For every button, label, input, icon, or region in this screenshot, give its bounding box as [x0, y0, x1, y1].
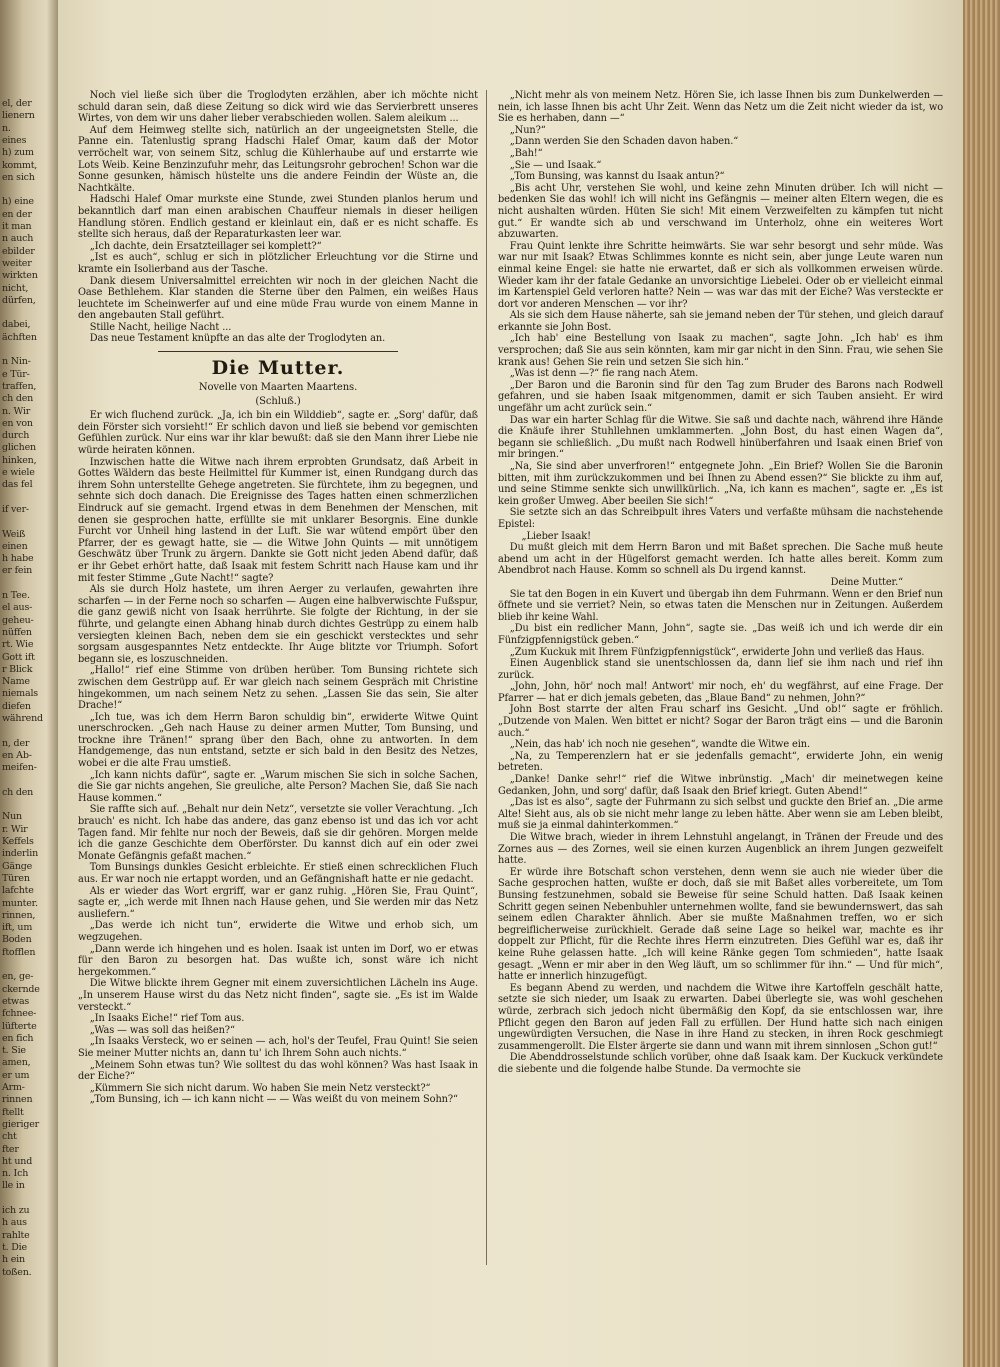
margin-fragment: Gott ift — [2, 651, 35, 663]
paragraph: „Das werde ich nicht tun“, erwiderte die Witwe und erhob sich, um wegzugehen. — [78, 920, 478, 943]
margin-fragment: toßen. — [2, 1266, 32, 1278]
paragraph: „Na, zu Temperenzlern hat er sie jedenfalls gemacht“, erwiderte John, ein wenig betreten. — [498, 750, 943, 774]
paragraph: Als sie sich dem Hause näherte, sah sie jemand neben der Tür stehen, und gleich darauf erkannte sie John Bost. — [498, 310, 943, 333]
margin-fragment: amen, — [2, 1057, 31, 1069]
margin-fragment: dürfen, — [2, 294, 36, 306]
margin-fragment: einen — [2, 540, 28, 552]
margin-fragment: n Nin- — [2, 356, 31, 368]
paragraph: Er würde ihre Botschaft schon verstehen, denn wenn sie auch nie wieder über die Sache gesprochen hatten, wußte er doch, daß sie mit Baßet alles vorbereitete, um Tom Bunsing festzunehmen, sobald sie Beweise für seine Schuld hatten. Daß Isaak keinen Schritt gegen seinen Nebenbuhler unternehmen wollte, fand sie bewundernswert, das sah seinem edlen Charakter ähnlich. Aber sie mußte Maßnahmen treffen, wo er sich begreiflicherweise zurückhielt. Gerade daß seine Lage so heikel war, machte es ihr doppelt zur Pflicht, für die Rechte ihres Herrn einzutreten. Dies Gefühl war es, daß ihr keine Ruhe gelassen hatte. „Ich will keine Ränke gegen Tom schmieden“, hatte Isaak gesagt. „Wenn er mir aber in den Weg läuft, um so schlimmer für ihn.“ — Und für mich“, hatte er innerlich hinzugefügt. — [498, 866, 943, 983]
paragraph: „Dann werde ich hingehen und es holen. Isaak ist unten im Dorf, wo er etwas für den Baron zu besorgen hat. Das wußte ich, sonst wäre ich nicht hergekommen.“ — [78, 943, 478, 978]
paragraph: Dank diesem Universalmittel erreichten wir noch in der gleichen Nacht die Oase Bethlehem. Klar standen die Sterne über den Palmen, ein weißes Haus leuchtete im Scheinwerfer auf und eine müde Frau wurde von einem Manne in den angebauten Stall geführt. — [78, 275, 478, 322]
paragraph: Tom Bunsings dunkles Gesicht erbleichte. Er stieß einen schrecklichen Fluch aus. Er war noch nie ertappt worden, und an Gefängnishaft hatte er nie gedacht. — [78, 862, 478, 885]
margin-fragment: h) zum — [2, 147, 34, 159]
margin-fragment: en von — [2, 417, 33, 429]
paragraph: „Ist es auch“, schlug er sich in plötzlicher Erleuchtung vor die Stirne und kramte ein Isolierband aus der Tasche. — [78, 252, 478, 275]
margin-fragment: niemals — [2, 688, 38, 700]
margin-fragment: rinnen, — [2, 909, 36, 921]
book-page-edges — [963, 0, 1000, 1367]
paragraph: „Zum Kuckuk mit Ihrem Fünfzigpfennigstück“, erwiderte John und verließ das Haus. — [509, 646, 925, 658]
margin-fragment: lüfterte — [2, 1020, 37, 1032]
margin-fragment: das fel — [2, 479, 33, 491]
margin-fragment: if ver- — [2, 503, 29, 515]
article-byline: Novelle von Maarten Maartens. — [198, 382, 358, 394]
letter-salutation: „Lieber Isaak! — [521, 530, 591, 542]
margin-fragment: nüffen — [2, 626, 32, 638]
section-rule — [158, 351, 398, 352]
paragraph: „Ich kann nichts dafür“, sagte er. „Warum mischen Sie sich in solche Sachen, die Sie gar nichts angehen, Sie greuliche, alte Person? Machen Sie, daß Sie nach Hause kommen.“ — [78, 769, 478, 804]
paragraph: „Kümmern Sie sich nicht darum. Wo haben Sie mein Netz versteckt?“ — [89, 1082, 431, 1094]
paragraph: „Nicht mehr als von meinem Netz. Hören Sie, ich lasse Ihnen bis zum Dunkelwerden — nein, ich lasse Ihnen bis acht Uhr Zeit. Wenn das Netz um die Zeit nicht wieder da ist, wo Sie es herhaben, dann —“ — [498, 90, 943, 125]
paragraph: „Danke! Danke sehr!“ rief die Witwe inbrünstig. „Mach' dir meinetwegen keine Gedanken, John, und sorg' dafür, daß Isaak den Brief kriegt. Guten Abend!“ — [498, 774, 943, 797]
paragraph: Die Abenddrosselstunde schlich vorüber, ohne daß Isaak kam. Der Kuckuck verkündete die siebente und die folgende halbe Stunde. Da vermochte sie — [498, 1052, 943, 1075]
paragraph: „Was ist denn —?“ fie rang nach Atem. — [509, 368, 699, 380]
margin-fragment: etwas — [2, 995, 30, 1007]
newspaper-page — [58, 0, 963, 1367]
margin-fragment: weiter — [2, 257, 32, 269]
margin-fragment: Nun — [2, 811, 22, 823]
paragraph: „Tom Bunsing, ich — ich kann nicht — — Was weißt du von meinem Sohn?“ — [89, 1094, 458, 1106]
paragraph: „Ich hab' eine Bestellung von Isaak zu machen“, sagte John. „Ich hab' es ihm versprochen; daß Sie aus sein könnten, kam mir gar nicht in den Sinn. Frau, wie sehen Sie krank aus! Gehen Sie rein und setzen Sie sich hin.“ — [498, 333, 943, 368]
paragraph: John Bost starrte der alten Frau scharf ins Gesicht. „Und ob!“ sagte er fröhlich. „Dutzende von Malen. Wen bittet er nicht? Sogar der Baron trägt eins — und die Baronin auch.“ — [498, 704, 943, 739]
paragraph: Sie tat den Bogen in ein Kuvert und übergab ihn dem Fuhrmann. Wenn er den Brief nun öffnete und sie verriet? Nein, so etwas taten die Menschen nur in Zeitungen. Außerdem blieb ihr keine Wahl. — [498, 588, 943, 623]
margin-fragment: rinnen — [2, 1094, 33, 1106]
margin-fragment: lafchte — [2, 885, 34, 897]
margin-fragment: ch den — [2, 786, 34, 798]
paragraph: Er wich fluchend zurück. „Ja, ich bin ein Wilddieb“, sagte er. „Sorg' dafür, daß dein Förster sich vorsieht!“ Er schlich davon und ließ sie bebend vor gemischten Gefühlen zurück. Nur eins war ihr klar bewußt: daß sie den Mann ihrer Liebe nie würde heiraten können. — [78, 410, 478, 457]
margin-fragment: ftofflen — [2, 946, 36, 958]
margin-fragment: ebilder — [2, 245, 35, 257]
margin-fragment: lienern — [2, 110, 35, 122]
paragraph: „Ich tue, was ich dem Herrn Baron schuldig bin“, erwiderte Witwe Quint unerschrocken. „Geh nach Hause zu deiner armen Mutter, Tom Bunsing, und trockne ihre Tränen!“ sprang über den Bach, ohne zu antworten. In dem Handgemenge, das nun entstand, setzte er sich bald in den Besitz des Netzes, wobei er die alte Frau umstieß. — [78, 711, 478, 770]
margin-fragment: wirkten — [2, 270, 38, 282]
margin-fragment: en der — [2, 208, 32, 220]
margin-fragment: en, ge- — [2, 971, 34, 983]
paragraph: Einen Augenblick stand sie unentschlossen da, dann lief sie ihm nach und rief ihn zurück. — [498, 658, 943, 681]
margin-fragment: munter. — [2, 897, 38, 909]
margin-fragment: fter — [2, 1143, 19, 1155]
margin-fragment: e Tür- — [2, 368, 30, 380]
paragraph: Das war ein harter Schlag für die Witwe. Sie saß und dachte nach, während ihre Hände die Knäufe ihrer Stuhllehnen umklammerten. „John Bost, du hast einen Wagen da“, begann sie schließlich. „Du mußt nach Rodwell hinüberfahren und Isaak einen Brief von mir bringen.“ — [498, 414, 943, 461]
margin-fragment: el, der — [2, 98, 32, 109]
margin-fragment: lle in — [2, 1180, 25, 1192]
margin-fragment: r Blick — [2, 663, 33, 675]
margin-fragment: ächften — [2, 331, 37, 343]
margin-fragment: ftellt — [2, 1106, 24, 1118]
margin-fragment: h aus — [2, 1217, 27, 1229]
margin-fragment: gieriger — [2, 1118, 39, 1130]
paragraph: „In Isaaks Eiche!“ rief Tom aus. — [89, 1013, 245, 1025]
paragraph: „Dann werden Sie den Schaden davon haben.“ — [509, 136, 739, 148]
margin-fragment: rahlte — [2, 1229, 30, 1241]
paragraph: „Hallo!“ rief eine Stimme von drüben herüber. Tom Bunsing richtete sich zwischen dem Gestrüpp auf. Er war gleich nach seinem Gespräch mit Christine hingekommen, um nach seinem Netz zu sehen. „Lassen Sie das sein, Sie alter Drache!“ — [78, 665, 478, 712]
margin-fragment: diefen — [2, 700, 31, 712]
margin-fragment: fchnee- — [2, 1008, 37, 1020]
margin-fragment: Weiß — [2, 528, 26, 540]
margin-fragment: kommt, — [2, 159, 38, 171]
paragraph: Sie raffte sich auf. „Behalt nur dein Netz“, versetzte sie voller Verachtung. „Ich brauch' es nicht. Ich habe das andere, das ganz ebenso ist und das ich vor acht Tagen fand. Mir fehlte nur noch der Beweis, daß sie dir gehören. Morgen melde ich die ganze Geschichte dem Oberförster. Du kannst dich auf ein oder zwei Monate Gefängnis gefaßt machen.“ — [78, 804, 478, 862]
margin-fragment: inderlin — [2, 848, 38, 860]
margin-fragment: ckernde — [2, 983, 40, 995]
left-column — [78, 90, 478, 1106]
margin-fragment: n, der — [2, 737, 30, 749]
paragraph: „Nein, das hab' ich noch nie gesehen“, wandte die Witwe ein. — [509, 739, 811, 751]
margin-fragment: t. Die — [2, 1241, 27, 1253]
margin-fragment: cht — [2, 1131, 17, 1143]
paragraph: Noch viel ließe sich über die Troglodyten erzählen, aber ich möchte nicht schuld daran sein, daß diese Zeitung so dick wird wie das Servierbrett unseres Wirtes, von dem wir uns daher lieber verabschieden wollen. Salem aleikum ... — [78, 90, 478, 125]
right-column — [498, 90, 943, 1075]
continuation-note: (Schluß.) — [255, 395, 301, 407]
margin-fragment: Türen — [2, 872, 30, 884]
paragraph: Als er wieder das Wort ergriff, war er ganz ruhig. „Hören Sie, Frau Quint“, sagte er, „ich werde mit Ihnen nach Hause gehen, und Sie werden mir das Netz ausliefern.“ — [78, 885, 478, 920]
margin-fragment: Boden — [2, 934, 32, 946]
paragraph: „Meinem Sohn etwas tun? Wie solltest du das wohl können? Was hast Isaak in der Eiche?“ — [78, 1059, 478, 1083]
margin-fragment: durch — [2, 430, 30, 442]
paragraph: „Was — was soll das heißen?“ — [89, 1024, 235, 1036]
margin-fragment: Arm- — [2, 1082, 25, 1093]
paragraph: „Bah!“ — [509, 147, 543, 159]
paragraph: „In Isaaks Versteck, wo er seinen — ach, hol's der Teufel, Frau Quint! Sie seien Sie meiner Mutter nichts an, dann tu' ich Ihrem Sohn auch nichts.“ — [78, 1036, 478, 1059]
margin-fragment: rt. Wie — [2, 639, 34, 651]
margin-fragment: h) eine — [2, 196, 34, 208]
paragraph: „John, John, hör' noch mal! Antwort' mir noch, eh' du wegfährst, auf eine Frage. Der Pfarrer — hat er dich jemals gebeten, das „Blaue Band“ zu nehmen, John?“ — [498, 681, 943, 704]
paragraph: Die Witwe brach, wieder in ihrem Lehnstuhl angelangt, in Tränen der Freude und des Zornes aus — des Zornes, weil sie einen kurzen Augenblick an ihrem Jungen gezweifelt hatte. — [498, 832, 943, 867]
paragraph: Es begann Abend zu werden, und nachdem die Witwe ihre Kartoffeln geschält hatte, setzte sie sich nieder, um Isaak zu erwarten. Dabei überlegte sie, was wohl geschehen würde, zerbrach sich jedoch nicht übermäßig den Kopf, da sie entschlossen war, ihre Pflicht gegen den Baron auf jeden Fall zu erfüllen. Der Hund hatte sich nach einigen ungewürdigten Versuchen, die Nase in ihre Hand zu stecken, in ihren Rock geschmiegt zusammengerollt. Die Elster ärgerte sie dann und wann mit ihrem sinnlosen „Schon gut!“ — [498, 982, 943, 1052]
margin-fragment: n. Wir — [2, 405, 31, 417]
margin-fragment: Name — [2, 676, 30, 688]
paragraph: Sie setzte sich an das Schreibpult ihres Vaters und verfaßte mühsam die nachstehende Epistel: — [498, 507, 943, 530]
paragraph: Hadschi Halef Omar murkste eine Stunde, zwei Stunden planlos herum und bekanntlich darf man einen arabischen Chauffeur niemals in dieser heiligen Handlung stören. Endlich gestand er kleinlaut ein, daß er es nicht schaffe. Es stellte sich heraus, daß der Reparaturkasten leer war. — [78, 194, 478, 241]
paragraph: Die Witwe blickte ihrem Gegner mit einem zuversichtlichen Lächeln ins Auge. „In unserem Hause wirst du das Netz nicht finden“, sagte sie. „Es ist im Walde versteckt.“ — [78, 978, 478, 1013]
margin-fragment: n auch — [2, 233, 34, 245]
paragraph: Inzwischen hatte die Witwe nach ihrem erprobten Grundsatz, daß Arbeit in Gottes Wäldern das beste Heilmittel für Kummer ist, einen Rundgang durch das ihrem Sohn unterstellte Gehege angetreten. Sie fürchtete, ihm zu begegnen, und sehnte sich doch danach. Die Ereignisse des Tages hatten einen schmerzlichen Eindruck auf sie gemacht. Irgend etwas in dem Benehmen der Menschen, mit denen sie gesprochen hatte, erfüllte sie mit unklarer Besorgnis. Eine dunkle Furcht vor Unheil hing lastend in der Luft. Sie war wütend empört über den Pfarrer, der es gewagt hatte, sie — die Witwe John Quints — mit unnötigem Geschwätz über Trunk zu ärgern. Dankte sie Gott nicht jeden Abend dafür, daß er ihr Gebet erhört hatte, daß Isaak mit festem Schritt nach Hause kam und ihr mit fester Stimme „Gute Nacht!“ sagte? — [78, 456, 478, 584]
margin-fragment: ift, um — [2, 922, 33, 934]
paragraph: Auf dem Heimweg stellte sich, natürlich an der ungeeignetsten Stelle, die Panne ein. Tatenlustig sprang Hadschi Halef Omar, kaum daß der Motor verröchelt war, von seinem Sitz, schlug die Kühlerhaube auf und erstarrte wie Lots Weib. Keine Benzinzufuhr mehr, das Leitungsrohr gebrochen! Schon war die Sonne gesunken, hämisch hüstelte uns die andere Feindin der Wüste an, die Nachtkälte. — [78, 124, 478, 194]
margin-fragment: it man — [2, 221, 32, 232]
letter-body: Du mußt gleich mit dem Herrn Baron und mit Baßet sprechen. Die Sache muß heute abend um acht in der Hügelforst gemacht werden. Ich hatte alles bereit. Komm zum Abendbrot nach Hause. Komm so schnell als Du irgend kannst. — [498, 542, 943, 577]
paragraph: „Bis acht Uhr, verstehen Sie wohl, und keine zehn Minuten drüber. Ich will nicht — bedenken Sie das wohl! ich will nicht ins Gefängnis — meiner alten Eltern wegen, die es nicht aushalten würden. Hüten Sie sich! Mit einem Verzweifelten zu kämpfen tut nicht gut.“ Er wandte sich ab und verschwand im Unterholz, ohne ein weiteres Wort abzuwarten. — [498, 182, 943, 241]
margin-fragment: ich zu — [2, 1205, 30, 1216]
paragraph: Als sie durch Holz hastete, um ihren Aerger zu verlaufen, gewahrten ihre scharfen — in der Ferne noch so scharfen — Augen eine halbverwischte Fußspur, die ganz gewiß nicht von Isaak herrührte. Sie folgte der Richtung, in der sie führte, und gelangte einen Abhang hinab durch dichtes Gestrüpp zu einem halb versiegten kleinen Bach, neben dem sie ein geschickt verstecktes und sehr sorgsam ausgespanntes Netz entdeckte. Ihr Auge blitzte vor Triumph. Sofort begann sie, es loszuschneiden. — [78, 584, 478, 665]
margin-fragment: h ein — [2, 1254, 25, 1266]
paragraph: Das neue Testament knüpfte an das alte der Troglodyten an. — [89, 333, 386, 345]
column-divider — [486, 90, 487, 1265]
margin-fragment: während — [2, 713, 43, 724]
paragraph: „Nun?“ — [509, 124, 546, 136]
margin-fragment: dabei, — [2, 319, 31, 331]
margin-fragment: Keffels — [2, 836, 34, 847]
margin-fragment: meifen- — [2, 762, 37, 774]
margin-fragment: geheu- — [2, 614, 34, 626]
margin-fragment: nicht, — [2, 282, 29, 294]
paragraph: „Das ist es also“, sagte der Fuhrmann zu sich selbst und guckte den Brief an. „Die arme Alte! Sieht aus, als ob sie nicht mehr lange zu leben hätte. Aber wenn sie am Leben bleibt, muß sie ja einmal dahinterkommen.“ — [498, 797, 943, 832]
margin-fragment: hinken, — [2, 454, 37, 466]
margin-fragment: er fein — [2, 565, 33, 577]
adjacent-page-margin — [0, 0, 58, 1367]
margin-fragment: h habe — [2, 553, 34, 565]
margin-fragment: n. Ich — [2, 1168, 29, 1180]
paragraph: „Sie — und Isaak.“ — [509, 159, 602, 171]
margin-fragment: en sich — [2, 171, 35, 183]
paragraph: „Na, Sie sind aber unverfroren!“ entgegnete John. „Ein Brief? Wollen Sie die Baronin bitten, mit ihm zurückzukommen und bei Ihnen zu Abend essen?“ Sie blickte zu ihm auf, und seine Stimme senkte sich unwillkürlich. „Na, ich kann es machen“, sagte er. „Es ist kein großer Umweg. Aber beeilen Sie sich!“ — [498, 461, 943, 507]
letter-signature: Deine Mutter.“ — [830, 576, 903, 588]
paragraph: Frau Quint lenkte ihre Schritte heimwärts. Sie war sehr besorgt und sehr müde. Was war nur mit Isaak? Etwas Schlimmes konnte es nicht sein, aber junge Leute waren nun einmal keine Engel: sie hatte nie erwartet, daß er sich als vollkommen erweisen würde. Wieder kam ihr der fatale Gedanke an unvorsichtige Liebelei. Oder ob er vielleicht einmal im Kartenspiel Geld verloren hatte? Nein — was war das mit der Eiche? Was versteckte er dort vor anderen Menschen — vor ihr? — [498, 240, 943, 310]
margin-fragment: n. — [2, 122, 11, 134]
margin-fragment: t. Sie — [2, 1045, 26, 1057]
margin-fragment: glichen — [2, 442, 36, 454]
margin-fragment: n Tee. — [2, 590, 30, 601]
margin-fragment: e wiele — [2, 467, 35, 478]
margin-fragment: en Ab- — [2, 749, 32, 761]
paragraph: „Tom Bunsing, was kannst du Isaak antun?“ — [509, 171, 725, 183]
margin-fragment: traffen, — [2, 380, 37, 392]
margin-fragment: el aus- — [2, 602, 33, 614]
margin-fragment: eines — [2, 134, 27, 146]
margin-fragment: r. Wir — [2, 823, 28, 835]
paragraph: „Du bist ein redlicher Mann, John“, sagte sie. „Das weiß ich und ich werde dir ein Fünfzigpfennigstück geben.“ — [498, 623, 943, 646]
margin-fragment: Gänge — [2, 860, 33, 872]
margin-fragment: ht und — [2, 1155, 33, 1167]
margin-fragment: ch den — [2, 393, 34, 405]
article-title: Die Mutter. — [211, 357, 345, 380]
paragraph: Stille Nacht, heilige Nacht ... — [89, 321, 232, 333]
margin-fragment: er um — [2, 1069, 30, 1081]
margin-fragment: en fich — [2, 1032, 34, 1044]
paragraph: „Der Baron und die Baronin sind für den Tag zum Bruder des Barons nach Rodwell gefahren, und sie haben Isaak mitgenommen, damit er sich Tauben ansieht. Er wird ungefähr um acht zurück sein.“ — [498, 379, 943, 415]
paragraph: „Ich dachte, dein Ersatzteillager sei komplett?“ — [89, 240, 322, 252]
